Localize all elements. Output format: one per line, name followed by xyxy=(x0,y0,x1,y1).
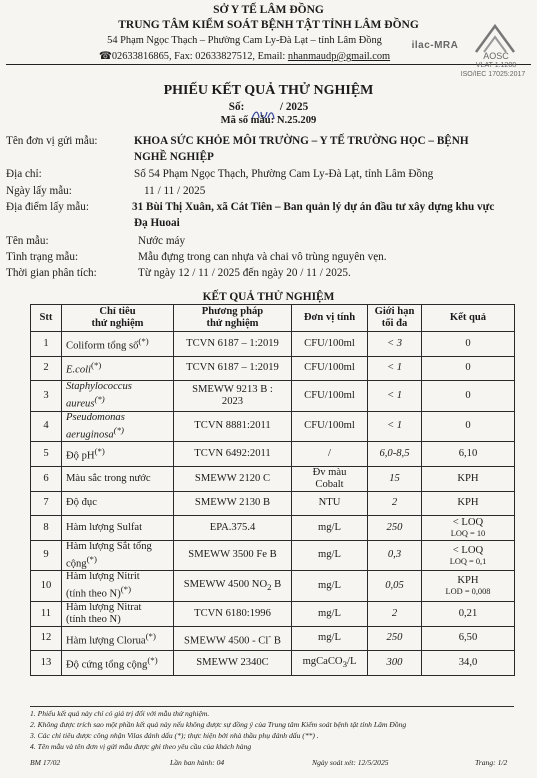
issue-number: Lần ban hành: 04 xyxy=(170,758,225,767)
cell-indicator: Độ đục xyxy=(62,491,174,516)
cell-stt: 12 xyxy=(31,626,62,651)
info-time xyxy=(6,267,351,279)
page-number: Trang: 1/2 xyxy=(475,758,508,767)
number-label: Số: xyxy=(228,101,245,113)
sample-name-label: Tên mẫu: xyxy=(6,235,49,247)
indicator-text-line2: (tính theo N) xyxy=(66,613,121,625)
vilas-mark: (*) xyxy=(94,394,105,404)
footnote-divider xyxy=(30,706,514,707)
cell-method: SMEWW 2130 B xyxy=(174,491,292,516)
status-value: Mẫu đựng trong can nhựa và chai vô trùng nguyên vẹn. xyxy=(138,251,387,263)
cell-method: TCVN 8881:2011 xyxy=(174,411,292,442)
table-row xyxy=(31,442,515,467)
phone-icon: ☎ xyxy=(98,51,112,62)
indicator-text-line1: Hàm lượng Sắt tổng xyxy=(66,540,152,552)
cell-stt: 9 xyxy=(31,540,62,571)
header-limit-line2: tối đa xyxy=(381,318,408,329)
cell-indicator xyxy=(62,651,174,676)
cell-method: SMEWW 2120 C xyxy=(174,466,292,491)
table-row xyxy=(31,332,515,357)
iso-standard: ISO/IEC 17025:2017 xyxy=(460,71,526,78)
cell-unit: CFU/100ml xyxy=(292,332,368,357)
indicator-text: E.coli xyxy=(66,365,92,377)
cell-indicator: Hàm lượng Sulfat xyxy=(62,516,174,541)
phone-fax: 02633816865, Fax: 02633827512, Email: xyxy=(111,51,286,62)
email-link[interactable]: nhanmaudp@gmail.com xyxy=(287,51,391,62)
cell-unit: mg/L xyxy=(292,571,368,602)
unit-suffix: /L xyxy=(347,655,357,667)
header-indicator-line1: Chỉ tiêu xyxy=(99,306,136,317)
cell-result: 0 xyxy=(422,381,515,412)
result-value: KPH xyxy=(457,575,479,587)
header-method xyxy=(174,305,292,332)
vilas-mark: (*) xyxy=(147,655,158,666)
table-row xyxy=(31,411,515,442)
result-value: < LOQ xyxy=(452,544,484,556)
cell-method xyxy=(174,626,292,651)
date-label: Ngày lấy mẫu: xyxy=(6,185,72,197)
method-text: SMEWW 4500 NO xyxy=(183,578,268,590)
page-title: PHIẾU KẾT QUẢ THỬ NGHIỆM xyxy=(163,83,374,98)
cell-indicator xyxy=(62,356,174,381)
footnote-4: 4. Tên mẫu và tên đơn vị gửi mẫu được ghi theo yêu cầu của khách hàng xyxy=(30,742,252,751)
cell-indicator xyxy=(62,571,174,602)
cell-unit: / xyxy=(292,442,368,467)
cell-indicator xyxy=(62,540,174,571)
result-note: LOQ = 0,1 xyxy=(449,556,487,566)
header-divider xyxy=(6,64,531,65)
cell-limit: < 1 xyxy=(368,381,422,412)
cell-unit: mg/L xyxy=(292,540,368,571)
cell-indicator xyxy=(62,332,174,357)
vilas-mark: (*) xyxy=(113,424,124,435)
department-name: SỞ Y TẾ LÂM ĐỒNG xyxy=(213,4,324,16)
ilac-mra-text: ilac-MRA xyxy=(411,40,459,51)
cell-limit: 0,3 xyxy=(368,540,422,571)
cell-stt: 6 xyxy=(31,466,62,491)
cell-stt: 8 xyxy=(31,516,62,541)
cell-limit: 15 xyxy=(368,466,422,491)
result-note: LOD = 0,008 xyxy=(445,587,491,597)
header-unit: Đơn vị tính xyxy=(292,305,368,332)
cell-method: EPA.375.4 xyxy=(174,516,292,541)
results-title: KẾT QUẢ THỬ NGHIỆM xyxy=(202,291,335,303)
cell-limit: 250 xyxy=(368,516,422,541)
unit-value-line2: NGHỀ NGHIỆP xyxy=(134,151,214,163)
cell-stt: 10 xyxy=(31,571,62,602)
cell-method: TCVN 6180:1996 xyxy=(174,601,292,626)
cell-indicator xyxy=(62,442,174,467)
cell-limit: 6,0-8,5 xyxy=(368,442,422,467)
footnote-2: 2. Không được trích sao một phần kết quả này nếu không được sự đồng ý của Trung tâm Kiểm soát bệnh tật tỉnh Lâm Đồng xyxy=(30,720,407,729)
cell-indicator xyxy=(62,601,174,626)
cell-result xyxy=(422,571,515,602)
table-row xyxy=(31,516,515,541)
method-superscript: - xyxy=(268,630,272,641)
cell-limit: 2 xyxy=(368,491,422,516)
vilas-mark: (*) xyxy=(86,553,97,564)
center-name: TRUNG TÂM KIỂM SOÁT BỆNH TẬT TỈNH LÂM ĐỒNG xyxy=(118,19,419,31)
vlat-code: VLAT 1.1208 xyxy=(475,62,517,69)
indicator-text: Độ cứng tổng cộng xyxy=(66,659,148,671)
header-method-line1: Phương pháp xyxy=(201,306,264,317)
unit-line2: Cobalt xyxy=(315,478,344,490)
cell-indicator: Màu sắc trong nước xyxy=(62,466,174,491)
table-row xyxy=(31,571,515,602)
vilas-mark: (*) xyxy=(120,584,132,595)
unit-value-line1: KHOA SỨC KHỎE MÔI TRƯỜNG – Y TẾ TRƯỜNG HỌC – BỆNH xyxy=(134,135,469,147)
cell-unit: mg/L xyxy=(292,601,368,626)
table-row xyxy=(31,466,515,491)
place-value-line1: 31 Bùi Thị Xuân, xã Cát Tiên – Ban quản lý dự án đầu tư xây dựng khu vực xyxy=(132,201,495,213)
aosc-label: AOSC xyxy=(483,51,509,61)
indicator-text: Coliform tổng số xyxy=(66,340,139,352)
revision-date: Ngày soát xét: 12/5/2025 xyxy=(312,758,389,767)
cell-limit: < 1 xyxy=(368,356,422,381)
header-limit xyxy=(368,305,422,332)
cell-result: 6,50 xyxy=(422,626,515,651)
info-date xyxy=(6,185,206,197)
table-header-row xyxy=(31,305,515,332)
header-limit-line1: Giới hạn xyxy=(374,306,415,317)
table-row xyxy=(31,651,515,676)
indicator-text-line1: Staphylococcus xyxy=(66,381,132,392)
unit-line1: Đv màu xyxy=(312,466,347,478)
method-line2: 2023 xyxy=(221,395,244,407)
sample-code: Mã số mẫu: N.25.209 xyxy=(220,115,317,126)
header-indicator-line2: thử nghiệm xyxy=(91,318,144,329)
cell-limit: < 1 xyxy=(368,411,422,442)
cell-result: 6,10 xyxy=(422,442,515,467)
header-indicator xyxy=(62,305,174,332)
address-label: Địa chỉ: xyxy=(6,168,42,180)
method-suffix: B xyxy=(271,635,281,647)
indicator-text-line2: aureus xyxy=(66,398,95,410)
cell-indicator xyxy=(62,411,174,442)
center-address: 54 Phạm Ngọc Thạch – Phường Cam Ly-Đà Lạt – tỉnh Lâm Đồng xyxy=(107,35,382,46)
cell-stt: 7 xyxy=(31,491,62,516)
indicator-text: Hàm lượng Clorua xyxy=(66,635,146,647)
info-place xyxy=(6,201,495,213)
unit-subscript: 3 xyxy=(342,658,348,669)
place-value-line2: Đạ Huoai xyxy=(134,217,180,229)
cell-unit: CFU/100ml xyxy=(292,381,368,412)
indicator-text: Độ pH xyxy=(66,450,95,462)
results-table xyxy=(30,304,515,676)
info-address xyxy=(6,168,434,180)
cell-stt: 11 xyxy=(31,601,62,626)
cell-result: 0,21 xyxy=(422,601,515,626)
cell-method xyxy=(174,381,292,412)
contact-line xyxy=(0,50,513,62)
header-result: Kết quả xyxy=(422,305,515,332)
header-stt: Stt xyxy=(31,305,62,332)
footnote-1: 1. Phiếu kết quả này chỉ có giá trị đối với mẫu thử nghiệm. xyxy=(30,709,210,718)
cell-stt: 3 xyxy=(31,381,62,412)
cell-unit xyxy=(292,466,368,491)
cell-stt: 2 xyxy=(31,356,62,381)
time-label: Thời gian phân tích: xyxy=(6,267,97,279)
cell-result: KPH xyxy=(422,466,515,491)
document-number xyxy=(0,101,537,113)
info-sample-name xyxy=(6,235,186,247)
cell-method: SMEWW 2340C xyxy=(174,651,292,676)
cell-method xyxy=(174,571,292,602)
indicator-text-line1: Hàm lượng Nitrit xyxy=(66,571,140,583)
vilas-mark: (*) xyxy=(138,335,149,346)
method-suffix: B xyxy=(271,578,282,590)
cell-result: 0 xyxy=(422,411,515,442)
cell-unit: mg/L xyxy=(292,626,368,651)
cell-unit xyxy=(292,651,368,676)
cell-limit: < 3 xyxy=(368,332,422,357)
table-row xyxy=(31,381,515,412)
table-row xyxy=(31,626,515,651)
sample-name-value: Nước máy xyxy=(138,235,186,247)
cell-stt: 1 xyxy=(31,332,62,357)
cell-result: 0 xyxy=(422,356,515,381)
table-row xyxy=(31,356,515,381)
indicator-text-line1: Hàm lượng Nitrat xyxy=(66,601,142,613)
vilas-mark: (*) xyxy=(91,360,102,371)
cell-result: KPH xyxy=(422,491,515,516)
cell-method: TCVN 6187 – 1:2019 xyxy=(174,332,292,357)
unit-text: mgCaCO xyxy=(302,655,343,667)
indicator-text-line2: (tính theo N) xyxy=(66,588,121,600)
cell-indicator xyxy=(62,626,174,651)
place-label: Địa điểm lấy mẫu: xyxy=(6,201,89,213)
cell-limit: 2 xyxy=(368,601,422,626)
ilac-mra-logo xyxy=(410,40,460,51)
cell-method: TCVN 6187 – 1:2019 xyxy=(174,356,292,381)
cell-stt: 13 xyxy=(31,651,62,676)
header-method-line2: thử nghiệm xyxy=(206,318,259,329)
cell-stt: 4 xyxy=(31,411,62,442)
cell-stt: 5 xyxy=(31,442,62,467)
cell-unit: mg/L xyxy=(292,516,368,541)
cell-method: SMEWW 3500 Fe B xyxy=(174,540,292,571)
info-status xyxy=(6,251,387,263)
table-row xyxy=(31,491,515,516)
indicator-text-line2: aeruginosa xyxy=(66,429,114,441)
indicator-text-line1: Pseudomonas xyxy=(66,411,125,423)
indicator-text-line2: cộng xyxy=(66,558,87,570)
table-row xyxy=(31,540,515,571)
cell-method: TCVN 6492:2011 xyxy=(174,442,292,467)
cell-unit: CFU/100ml xyxy=(292,411,368,442)
vilas-mark: (*) xyxy=(145,630,156,641)
number-year: / 2025 xyxy=(279,101,309,113)
vilas-mark: (*) xyxy=(94,446,105,457)
table-row xyxy=(31,601,515,626)
date-value: 11 / 11 / 2025 xyxy=(144,185,206,197)
cell-result xyxy=(422,540,515,571)
cell-result: 34,0 xyxy=(422,651,515,676)
status-label: Tình trạng mẫu: xyxy=(6,251,79,263)
cell-indicator xyxy=(62,381,174,412)
cell-limit: 300 xyxy=(368,651,422,676)
method-text: SMEWW 4500 - Cl xyxy=(184,635,269,647)
result-note: LOQ = 10 xyxy=(450,529,486,539)
cell-result: 0 xyxy=(422,332,515,357)
cell-unit: CFU/100ml xyxy=(292,356,368,381)
cell-result xyxy=(422,516,515,541)
cell-limit: 0,05 xyxy=(368,571,422,602)
cell-limit: 250 xyxy=(368,626,422,651)
info-unit xyxy=(6,135,469,147)
unit-label: Tên đơn vị gửi mẫu: xyxy=(6,135,98,147)
method-line1: SMEWW 9213 B : xyxy=(192,383,273,395)
method-subscript: 2 xyxy=(267,581,272,592)
result-value: < LOQ xyxy=(452,517,484,529)
address-value: Số 54 Phạm Ngọc Thạch, Phường Cam Ly-Đà Lạt, tỉnh Lâm Đồng xyxy=(134,168,434,180)
form-code: BM 17/02 xyxy=(30,758,61,767)
footnote-3: 3. Các chỉ tiêu được công nhận Vilas đánh dấu (*); thực hiện bởi nhà thầu phụ đánh dấu (**) . xyxy=(30,731,319,740)
time-value: Từ ngày 12 / 11 / 2025 đến ngày 20 / 11 / 2025. xyxy=(138,267,351,279)
cell-unit: NTU xyxy=(292,491,368,516)
